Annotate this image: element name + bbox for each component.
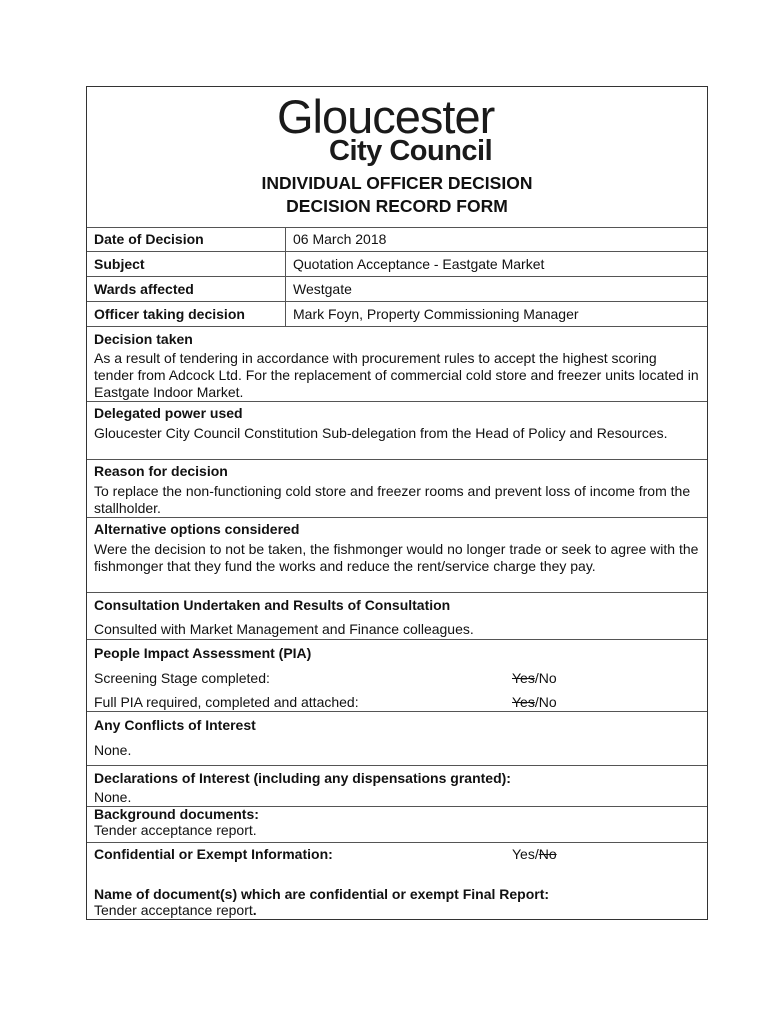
form-title-line-2: DECISION RECORD FORM xyxy=(286,196,508,216)
no-option: No xyxy=(538,670,557,686)
field-label: Officer taking decision xyxy=(94,306,245,322)
field-row-date xyxy=(87,227,707,252)
field-value: Quotation Acceptance - Eastgate Market xyxy=(293,256,545,272)
form-header xyxy=(87,87,707,228)
confidential-answer xyxy=(512,846,557,862)
field-row-wards xyxy=(87,277,707,302)
field-label: Wards affected xyxy=(94,281,194,297)
no-option: No xyxy=(538,846,557,862)
yes-option: Yes xyxy=(512,694,535,710)
section-declarations xyxy=(87,766,707,807)
field-value: Mark Foyn, Property Commissioning Manager xyxy=(293,306,579,322)
section-text: To replace the non-functioning cold store and freezer rooms and prevent loss of income from the stallholder. xyxy=(94,483,691,516)
council-logo xyxy=(277,90,517,167)
section-text: None. xyxy=(94,742,132,758)
section-conflicts xyxy=(87,712,707,766)
section-heading: Consultation Undertaken and Results of Consultation xyxy=(94,597,451,613)
section-heading: Delegated power used xyxy=(94,405,243,421)
section-text: Were the decision to not be taken, the fishmonger would no longer trade or seek to agree with the fishmonger that they fund the works and reduce the rent/service charge they pay. xyxy=(94,541,699,574)
section-confidential xyxy=(87,843,707,920)
field-label: Date of Decision xyxy=(94,231,204,247)
section-heading: Declarations of Interest (including any dispensations granted): xyxy=(94,770,511,786)
section-heading: Background documents: xyxy=(94,806,259,822)
confidential-doc-text xyxy=(94,902,700,919)
section-text: As a result of tendering in accordance with procurement rules to accept the highest scoring tender from Adcock Ltd. For the replacement of commercial cold store and freezer units located in Eastgate Indoor Market. xyxy=(94,350,699,400)
no-option: No xyxy=(538,694,557,710)
section-heading: Decision taken xyxy=(94,331,193,347)
separator: / xyxy=(534,694,539,710)
pia-full-label: Full PIA required, completed and attached: xyxy=(94,694,359,710)
yes-option: Yes xyxy=(512,846,535,862)
section-background xyxy=(87,807,707,843)
logo-line-2: City Council xyxy=(329,135,493,167)
section-consultation xyxy=(87,593,707,640)
section-text: Consulted with Market Management and Finance colleagues. xyxy=(94,621,474,637)
section-text: None. xyxy=(94,789,132,805)
separator: / xyxy=(534,670,539,686)
pia-screening-label: Screening Stage completed: xyxy=(94,670,270,686)
pia-screening-answer xyxy=(512,670,557,686)
section-heading: Alternative options considered xyxy=(94,521,300,537)
section-text: Tender acceptance report. xyxy=(94,822,257,838)
section-pia xyxy=(87,640,707,712)
doc-name: Tender acceptance report xyxy=(94,902,253,918)
section-alternatives xyxy=(87,518,707,593)
decision-record-form xyxy=(86,86,708,920)
logo-line-1: Gloucester xyxy=(277,90,495,143)
field-label: Subject xyxy=(94,256,145,272)
field-value: 06 March 2018 xyxy=(293,231,387,247)
field-value: Westgate xyxy=(293,281,352,297)
form-title-line-1: INDIVIDUAL OFFICER DECISION xyxy=(261,173,533,193)
section-delegated-power xyxy=(87,402,707,460)
section-decision-taken xyxy=(87,327,707,402)
pia-full-answer xyxy=(512,694,557,710)
section-heading: Confidential or Exempt Information: xyxy=(94,846,333,862)
section-heading: Reason for decision xyxy=(94,463,228,479)
section-reason xyxy=(87,460,707,518)
field-row-officer xyxy=(87,302,707,327)
separator: / xyxy=(534,846,539,862)
section-heading: People Impact Assessment (PIA) xyxy=(94,645,312,661)
confidential-doc-heading: Name of document(s) which are confidential or exempt Final Report: xyxy=(94,886,550,902)
field-row-subject xyxy=(87,252,707,277)
yes-option: Yes xyxy=(512,670,535,686)
section-heading: Any Conflicts of Interest xyxy=(94,717,256,733)
doc-period: . xyxy=(252,902,257,918)
section-text: Gloucester City Council Constitution Sub-delegation from the Head of Policy and Resources. xyxy=(94,425,668,441)
